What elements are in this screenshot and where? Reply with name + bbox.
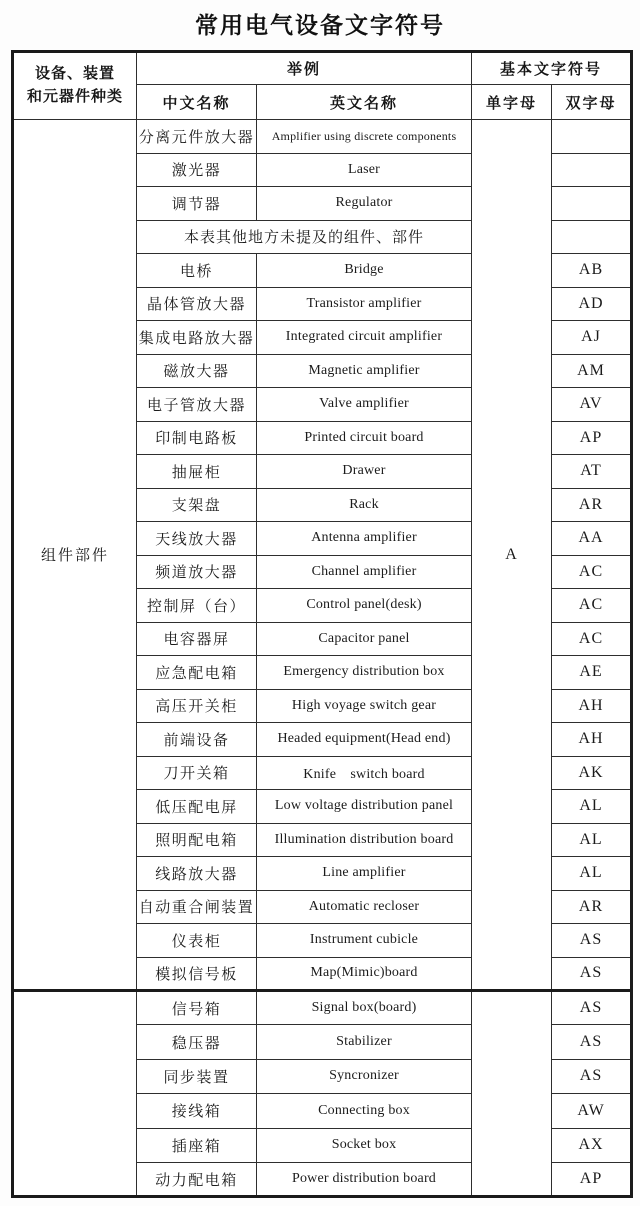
english-name-cell: Printed circuit board [257,421,472,455]
page-title: 常用电气设备文字符号 [195,13,445,39]
chinese-name-cell: 电容器屏 [137,622,257,656]
table-row [13,991,632,1025]
english-name-cell: Rack [257,488,472,522]
english-name-cell: Line amplifier [257,857,472,891]
chinese-name-cell: 晶体管放大器 [137,287,257,321]
double-letter-cell: AC [552,589,632,623]
double-letter-cell: AM [552,354,632,388]
header-english-name: 英文名称 [257,85,472,120]
header-category-line1: 设备、装置 [34,65,115,82]
double-letter-cell: AV [552,388,632,422]
english-name-cell: Capacitor panel [257,622,472,656]
chinese-name-cell: 稳压器 [137,1025,257,1059]
chinese-name-cell: 支架盘 [137,488,257,522]
table-row [13,120,632,154]
header-example: 举例 [137,52,472,85]
double-letter-cell: AT [552,455,632,489]
english-name-cell: Valve amplifier [257,388,472,422]
chinese-name-cell: 高压开关柜 [137,689,257,723]
symbol-table [11,50,633,1198]
single-letter-cell [472,991,552,1197]
header-double-letter: 双字母 [552,85,632,120]
english-name-cell: Headed equipment(Head end) [257,723,472,757]
header-category [13,52,137,120]
chinese-name-cell: 前端设备 [137,723,257,757]
english-name-cell: Knife switch board [257,756,472,790]
double-letter-cell: AP [552,1162,632,1196]
double-letter-cell: AS [552,1025,632,1059]
english-name-cell: Magnetic amplifier [257,354,472,388]
chinese-name-cell: 线路放大器 [137,857,257,891]
header-category-line2: 和元器件种类 [26,89,123,105]
chinese-name-cell: 刀开关箱 [137,756,257,790]
double-letter-cell: AC [552,622,632,656]
double-letter-cell: AL [552,857,632,891]
double-letter-cell: AJ [552,321,632,355]
chinese-name-cell: 低压配电屏 [137,790,257,824]
chinese-name-cell: 激光器 [137,153,257,187]
chinese-name-cell: 接线箱 [137,1094,257,1128]
english-name-cell: Signal box(board) [257,991,472,1025]
chinese-name-cell: 自动重合闸装置 [137,890,257,924]
english-name-cell: Socket box [257,1128,472,1162]
chinese-name-cell: 信号箱 [137,991,257,1025]
chinese-name-cell: 分离元件放大器 [137,120,257,154]
english-name-cell: Syncronizer [257,1059,472,1093]
chinese-name-cell: 同步装置 [137,1059,257,1093]
english-name-cell: Channel amplifier [257,555,472,589]
double-letter-cell: AB [552,254,632,288]
english-name-cell: High voyage switch gear [257,689,472,723]
english-name-cell: Emergency distribution box [257,656,472,690]
chinese-name-cell: 照明配电箱 [137,823,257,857]
english-name-cell: Amplifier using discrete components [257,120,472,154]
chinese-name-cell: 集成电路放大器 [137,321,257,355]
chinese-name-cell: 仪表柜 [137,924,257,958]
chinese-name-cell: 天线放大器 [137,522,257,556]
single-letter-cell: A [472,120,552,991]
chinese-name-cell: 模拟信号板 [137,957,257,991]
double-letter-cell: AL [552,823,632,857]
header-chinese-name: 中文名称 [137,85,257,120]
double-letter-cell: AH [552,689,632,723]
double-letter-cell: AS [552,991,632,1025]
table-header [13,52,632,120]
chinese-name-cell: 印制电路板 [137,421,257,455]
english-name-cell: Automatic recloser [257,890,472,924]
chinese-name-cell: 调节器 [137,187,257,221]
double-letter-cell: AD [552,287,632,321]
english-name-cell: Connecting box [257,1094,472,1128]
double-letter-cell [552,153,632,187]
double-letter-cell [552,120,632,154]
english-name-cell: Drawer [257,455,472,489]
chinese-name-cell: 应急配电箱 [137,656,257,690]
double-letter-cell: AK [552,756,632,790]
double-letter-cell: AR [552,488,632,522]
english-name-cell: Low voltage distribution panel [257,790,472,824]
double-letter-cell: AS [552,1059,632,1093]
english-name-cell: Integrated circuit amplifier [257,321,472,355]
english-name-cell: Control panel(desk) [257,589,472,623]
chinese-name-cell: 电子管放大器 [137,388,257,422]
double-letter-cell [552,220,632,254]
chinese-name-cell: 频道放大器 [137,555,257,589]
chinese-name-cell: 插座箱 [137,1128,257,1162]
english-name-cell: Map(Mimic)board [257,957,472,991]
english-name-cell: Regulator [257,187,472,221]
english-name-cell: Power distribution board [257,1162,472,1196]
english-name-cell: Illumination distribution board [257,823,472,857]
english-name-cell: Stabilizer [257,1025,472,1059]
chinese-name-cell: 控制屏（台） [137,589,257,623]
header-row-1 [13,52,632,85]
double-letter-cell: AS [552,924,632,958]
category-cell [13,991,137,1197]
double-letter-cell: AP [552,421,632,455]
chinese-name-cell: 动力配电箱 [137,1162,257,1196]
note-cell: 本表其他地方未提及的组件、部件 [137,220,472,254]
double-letter-cell: AS [552,957,632,991]
table-section [13,991,632,1197]
english-name-cell: Bridge [257,254,472,288]
english-name-cell: Antenna amplifier [257,522,472,556]
table-section [13,120,632,991]
double-letter-cell: AX [552,1128,632,1162]
chinese-name-cell: 抽屉柜 [137,455,257,489]
double-letter-cell: AE [552,656,632,690]
double-letter-cell: AC [552,555,632,589]
english-name-cell: Transistor amplifier [257,287,472,321]
chinese-name-cell: 电桥 [137,254,257,288]
chinese-name-cell: 磁放大器 [137,354,257,388]
english-name-cell: Laser [257,153,472,187]
double-letter-cell: AH [552,723,632,757]
double-letter-cell: AA [552,522,632,556]
category-cell: 组件部件 [13,120,137,991]
double-letter-cell: AL [552,790,632,824]
double-letter-cell: AR [552,890,632,924]
double-letter-cell: AW [552,1094,632,1128]
english-name-cell: Instrument cubicle [257,924,472,958]
double-letter-cell [552,187,632,221]
header-basic-symbol: 基本文字符号 [472,52,632,85]
header-single-letter: 单字母 [472,85,552,120]
